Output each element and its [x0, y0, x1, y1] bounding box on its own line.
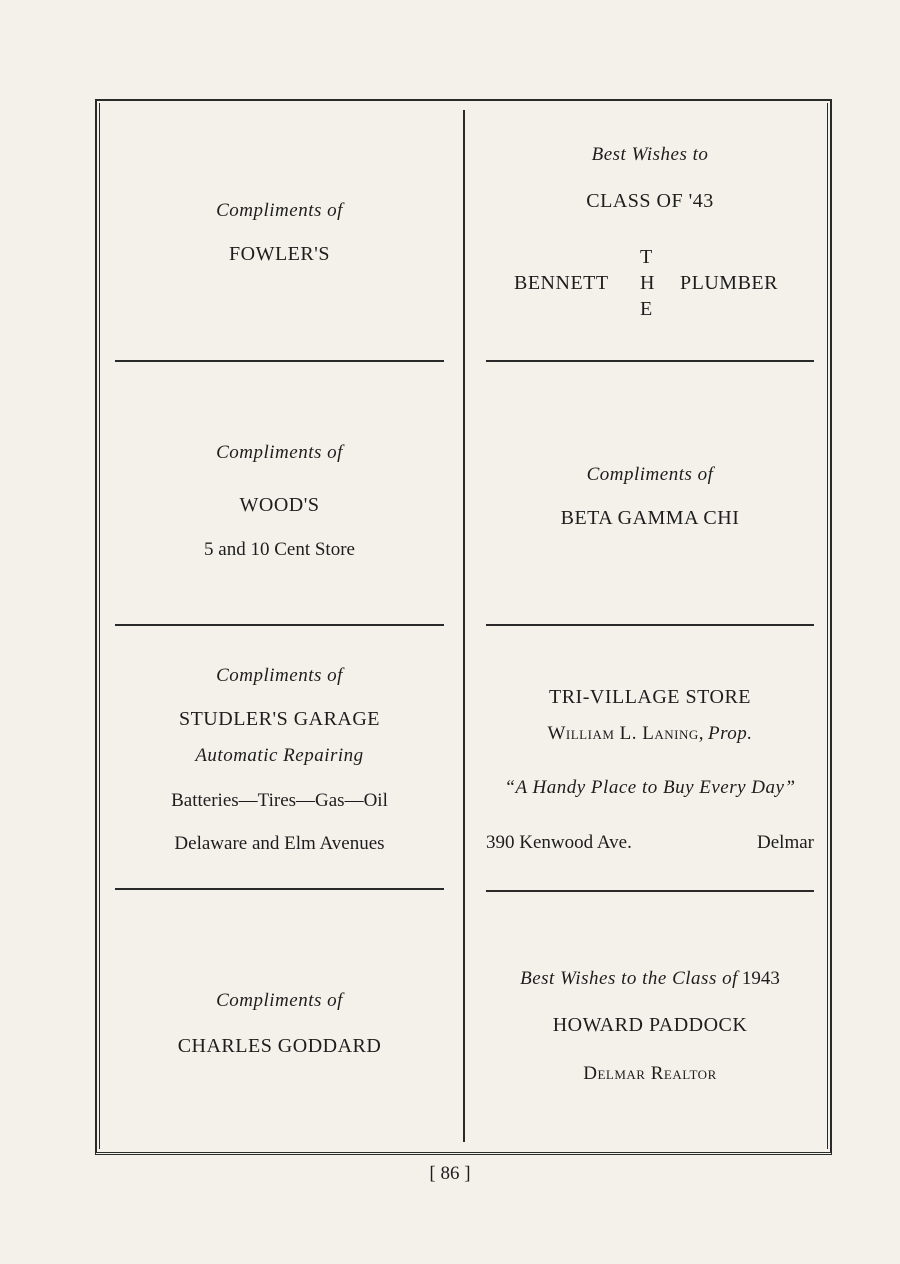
column-divider	[463, 110, 465, 1142]
ad-vertical-letter: H	[640, 272, 655, 294]
ad-charles-goddard	[115, 0, 444, 1150]
ad-intro: Compliments of	[586, 464, 714, 485]
ad-intro: Compliments of	[216, 200, 343, 221]
ad-intro: Compliments of	[216, 665, 343, 686]
ad-subtitle: Delmar Realtor	[583, 1063, 717, 1084]
ad-address: 390 Kenwood Ave.	[486, 832, 632, 853]
ad-intro: Best Wishes to	[591, 144, 709, 165]
ad-vertical-letter: E	[640, 298, 653, 320]
ad-intro: Compliments of	[216, 442, 343, 463]
ad-year: 1943	[741, 968, 780, 989]
ad-intro: Best Wishes to the Class of	[520, 968, 738, 989]
ad-tagline: Automatic Repairing	[195, 745, 364, 766]
ad-services: Batteries—Tires—Gas—Oil	[171, 790, 388, 811]
ad-business-name: FOWLER'S	[229, 243, 330, 265]
ad-city: Delmar	[757, 832, 814, 853]
ad-vertical-letter: T	[640, 246, 653, 268]
ad-business-name: WOOD'S	[239, 494, 320, 516]
ad-prop-label: Prop.	[707, 723, 753, 744]
ad-business-name: BETA GAMMA CHI	[560, 507, 740, 529]
ad-business-name: STUDLER'S GARAGE	[178, 708, 381, 730]
ad-business-name: CHARLES GODDARD	[177, 1035, 382, 1057]
ad-subtitle: 5 and 10 Cent Store	[204, 539, 355, 560]
ad-intro-line	[486, 968, 814, 990]
ad-name-right: PLUMBER	[680, 272, 778, 294]
ad-name-left: BENNETT	[514, 272, 609, 294]
ad-slogan: “A Handy Place to Buy Every Day”	[504, 777, 796, 798]
ad-address: Delaware and Elm Avenues	[174, 833, 385, 854]
ad-class-line: CLASS OF '43	[586, 190, 714, 212]
ad-business-name: HOWARD PADDOCK	[552, 1014, 748, 1036]
ad-intro: Compliments of	[216, 990, 343, 1011]
page-number: [ 86 ]	[429, 1163, 471, 1184]
ad-howard-paddock	[486, 0, 814, 1150]
ad-business-name: TRI-VILLAGE STORE	[549, 686, 751, 708]
ad-proprietor: William L. Laning,	[547, 723, 704, 744]
